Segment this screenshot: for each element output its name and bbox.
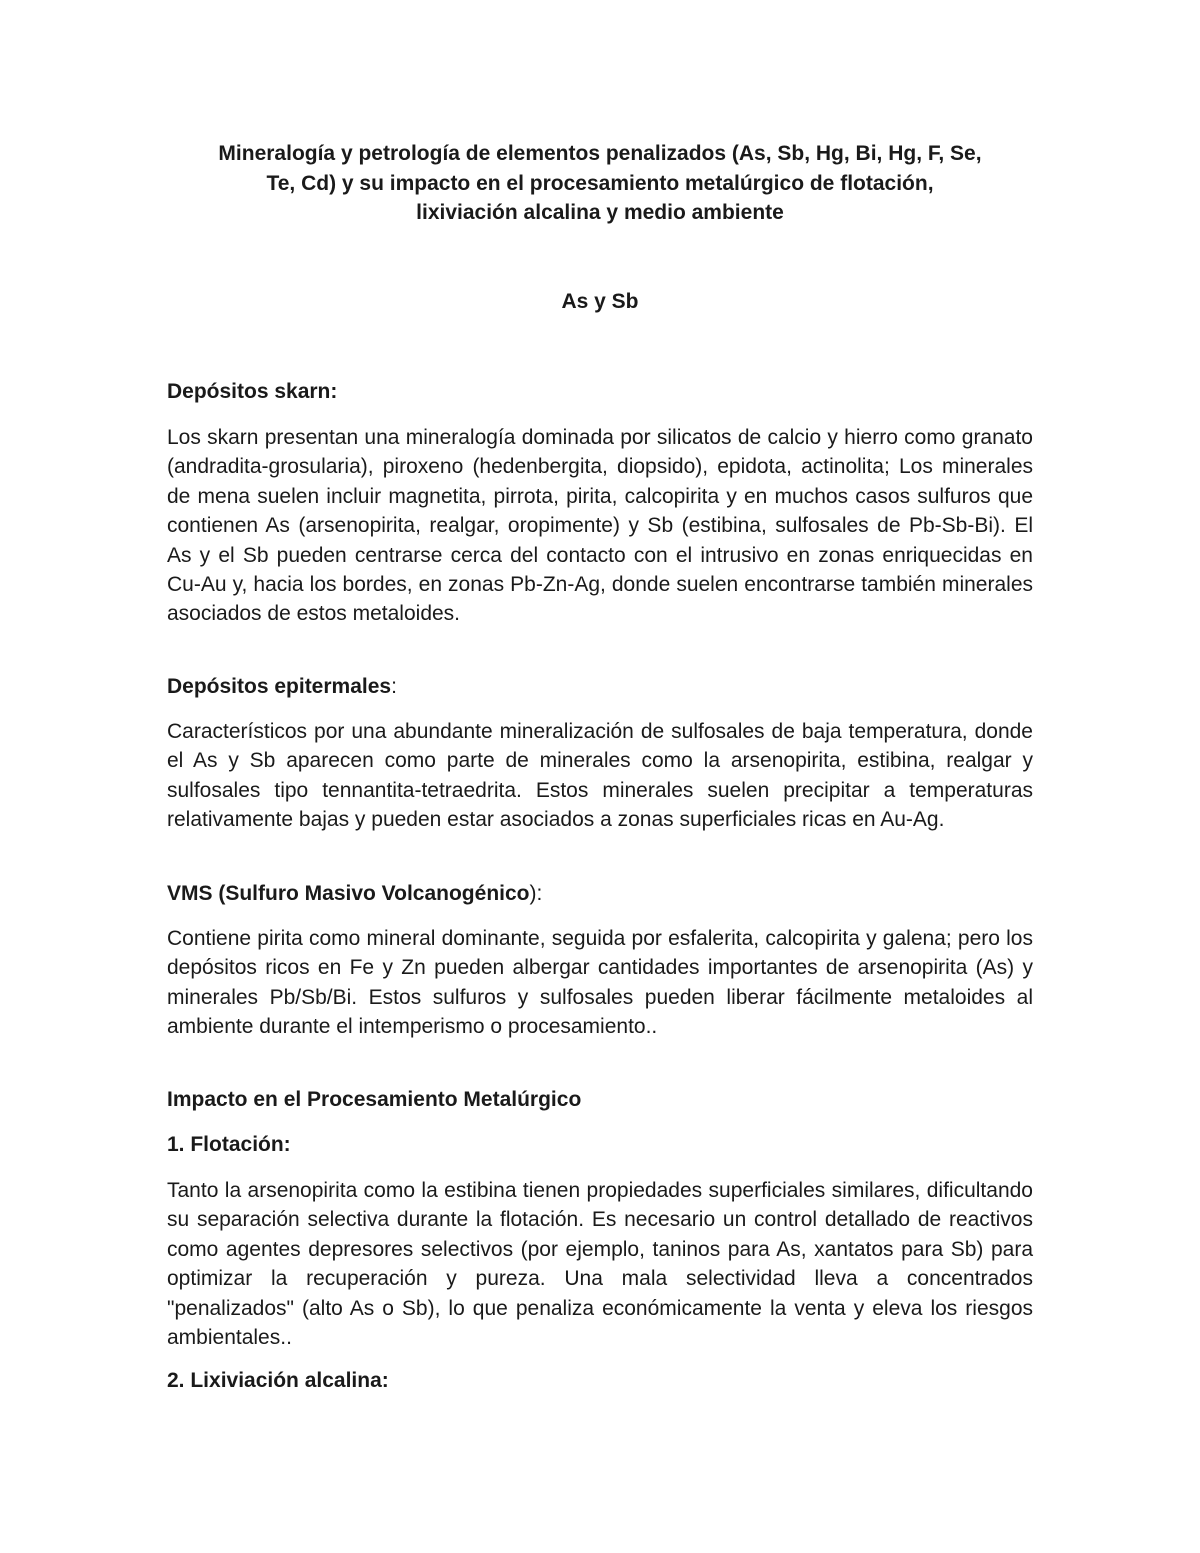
impact-heading: Impacto en el Procesamiento Metalúrgico	[167, 1088, 582, 1111]
document-subtitle: As y Sb	[561, 290, 639, 313]
epithermal-heading-colon: :	[391, 675, 397, 698]
leaching-heading: 2. Lixiviación alcalina:	[167, 1369, 389, 1392]
epithermal-heading	[167, 672, 397, 701]
vms-heading-colon: ):	[529, 882, 543, 905]
epithermal-paragraph: Característicos por una abundante mineralización de sulfosales de baja temperatura, donde el As y Sb aparecen como parte de minerales como la arsenopirita, estibina, realgar y sulfosales tipo tennantita-tetraedrita. Estos minerales suelen precipitar a temperaturas relativamente bajas y pueden estar asociados a zonas superficiales ricas en Au-Ag.	[167, 720, 1033, 832]
vms-paragraph: Contiene pirita como mineral dominante, seguida por esfalerita, calcopirita y galena; pero los depósitos ricos en Fe y Zn pueden albergar cantidades importantes de arsenopirita (As) y minerales Pb/Sb/Bi. Estos sulfuros y sulfosales pueden liberar fácilmente metaloides al ambiente durante el intemperismo o procesamiento..	[167, 927, 1033, 1039]
vms-heading	[167, 879, 542, 908]
flotation-heading: 1. Flotación:	[167, 1133, 291, 1156]
skarn-heading: Depósitos skarn:	[167, 380, 338, 403]
skarn-paragraph: Los skarn presentan una mineralogía dominada por silicatos de calcio y hierro como granato (andradita-grosularia), piroxeno (hedenbergita, diopsido), epidota, actinolita; Los minerales de mena suelen incluir magnetita, pirrota, pirita, calcopirita y en muchos casos sulfuros que contienen As (arsenopirita, realgar, oropimente) y Sb (estibina, sulfosales de Pb-Sb-Bi). El As y el Sb pueden centrarse cerca del contacto con el intrusivo en zonas enriquecidas en Cu-Au y, hacia los bordes, en zonas Pb-Zn-Ag, donde suelen encontrarse también minerales asociados de estos metaloides.	[167, 426, 1033, 626]
document-title	[167, 139, 1033, 228]
title-line-3: lixiviación alcalina y medio ambiente	[416, 201, 784, 224]
epithermal-heading-text: Depósitos epitermales	[167, 675, 392, 698]
title-line-1: Mineralogía y petrología de elementos penalizados (As, Sb, Hg, Bi, Hg, F, Se,	[218, 142, 982, 165]
vms-heading-text: VMS (Sulfuro Masivo Volcanogénico	[167, 882, 530, 905]
title-line-2: Te, Cd) y su impacto en el procesamiento metalúrgico de flotación,	[266, 171, 934, 195]
flotation-paragraph: Tanto la arsenopirita como la estibina tienen propiedades superficiales similares, dificultando su separación selectiva durante la flotación. Es necesario un control detallado de reactivos como agentes depresores selectivos (por ejemplo, taninos para As, xantatos para Sb) para optimizar la recuperación y pureza. Una mala selectividad lleva a concentrados "penalizados" (alto As o Sb), lo que penaliza económicamente la venta y eleva los riesgos ambientales..	[167, 1179, 1033, 1350]
